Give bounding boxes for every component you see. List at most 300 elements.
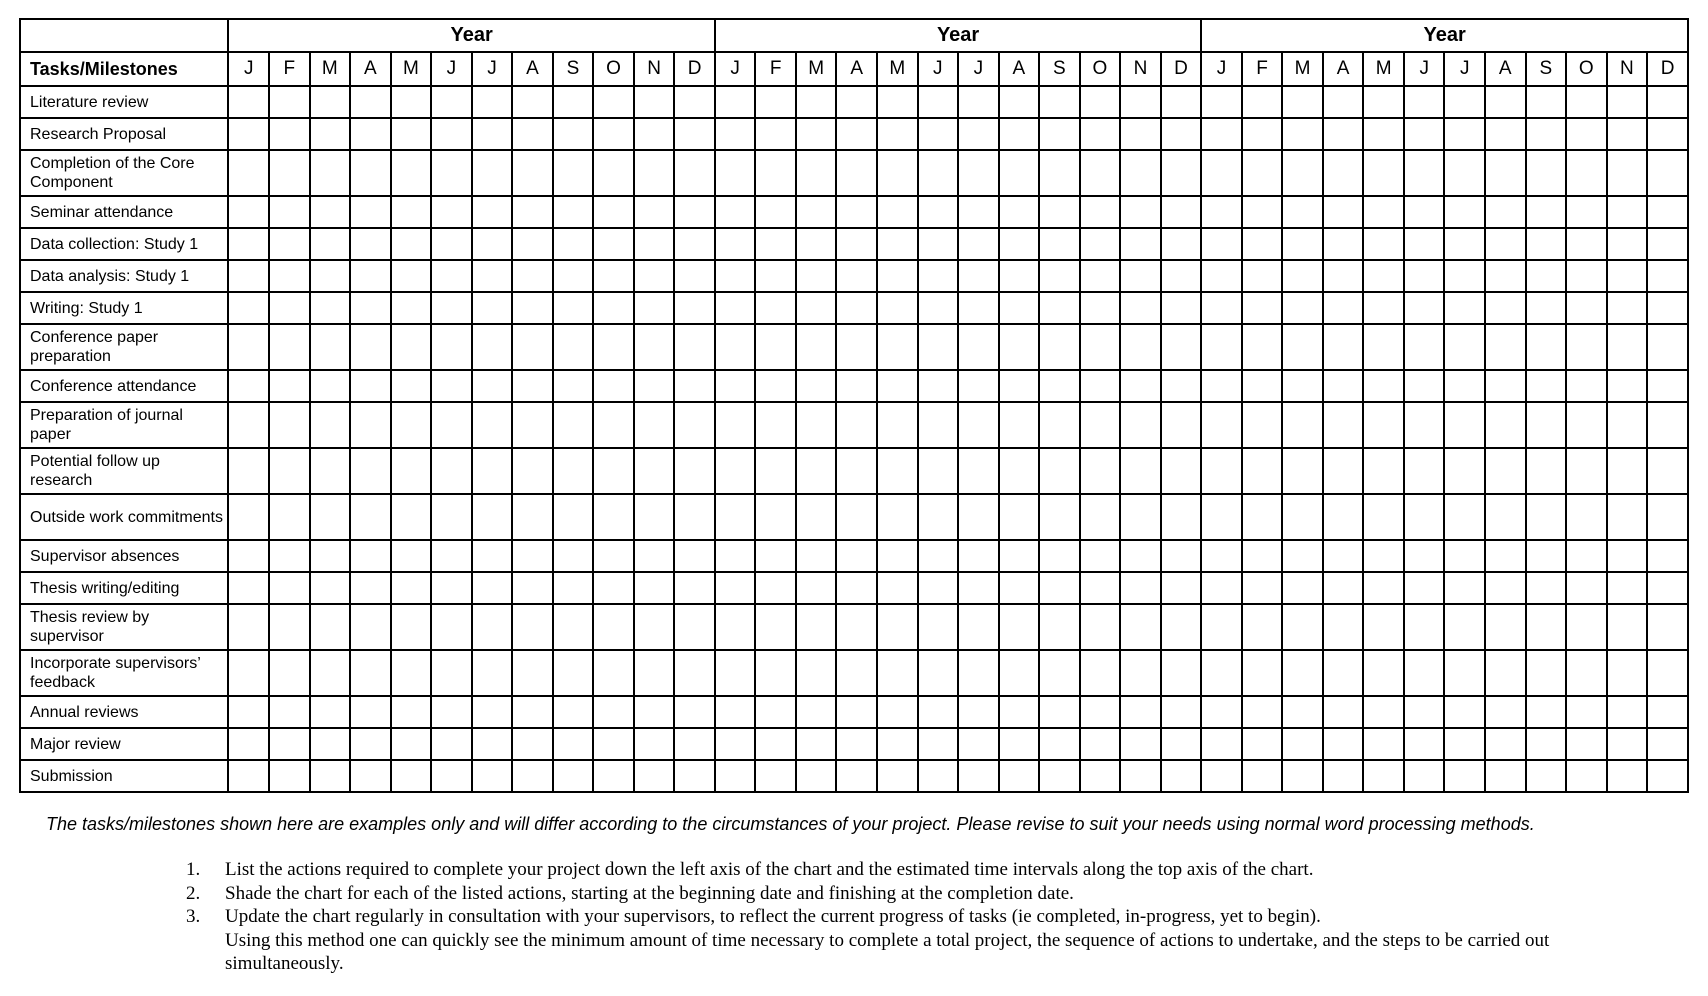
month-cell[interactable] (715, 260, 756, 292)
month-cell[interactable] (431, 118, 472, 150)
month-cell[interactable] (472, 402, 513, 448)
month-cell[interactable] (1363, 402, 1404, 448)
month-cell[interactable] (1444, 150, 1485, 196)
month-cell[interactable] (634, 118, 675, 150)
month-cell[interactable] (755, 228, 796, 260)
month-cell[interactable] (755, 572, 796, 604)
month-cell[interactable] (1161, 260, 1202, 292)
month-cell[interactable] (958, 228, 999, 260)
month-cell[interactable] (674, 540, 715, 572)
month-cell[interactable] (958, 728, 999, 760)
month-cell[interactable] (1404, 540, 1445, 572)
month-cell[interactable] (1039, 696, 1080, 728)
month-cell[interactable] (1323, 760, 1364, 792)
month-cell[interactable] (1607, 728, 1648, 760)
month-cell[interactable] (715, 118, 756, 150)
month-cell[interactable] (877, 292, 918, 324)
month-cell[interactable] (1161, 118, 1202, 150)
month-cell[interactable] (350, 650, 391, 696)
month-cell[interactable] (634, 402, 675, 448)
month-cell[interactable] (918, 118, 959, 150)
month-cell[interactable] (1566, 540, 1607, 572)
month-cell[interactable] (674, 696, 715, 728)
month-cell[interactable] (472, 150, 513, 196)
month-cell[interactable] (228, 696, 269, 728)
month-cell[interactable] (1607, 650, 1648, 696)
month-cell[interactable] (553, 402, 594, 448)
month-cell[interactable] (431, 696, 472, 728)
month-cell[interactable] (1080, 370, 1121, 402)
month-cell[interactable] (715, 150, 756, 196)
month-cell[interactable] (1647, 292, 1688, 324)
month-cell[interactable] (796, 448, 837, 494)
month-cell[interactable] (391, 150, 432, 196)
month-cell[interactable] (1607, 260, 1648, 292)
month-cell[interactable] (999, 324, 1040, 370)
month-cell[interactable] (1647, 696, 1688, 728)
month-cell[interactable] (1404, 572, 1445, 604)
month-cell[interactable] (431, 260, 472, 292)
month-cell[interactable] (228, 760, 269, 792)
month-cell[interactable] (1404, 260, 1445, 292)
month-cell[interactable] (999, 728, 1040, 760)
month-cell[interactable] (1323, 260, 1364, 292)
month-cell[interactable] (350, 448, 391, 494)
month-cell[interactable] (310, 448, 351, 494)
month-cell[interactable] (958, 86, 999, 118)
month-cell[interactable] (228, 228, 269, 260)
month-cell[interactable] (1607, 196, 1648, 228)
month-cell[interactable] (1485, 650, 1526, 696)
month-cell[interactable] (1201, 604, 1242, 650)
month-cell[interactable] (836, 150, 877, 196)
month-cell[interactable] (310, 728, 351, 760)
month-cell[interactable] (310, 402, 351, 448)
month-cell[interactable] (472, 540, 513, 572)
month-cell[interactable] (472, 572, 513, 604)
month-cell[interactable] (877, 604, 918, 650)
month-cell[interactable] (1039, 150, 1080, 196)
month-cell[interactable] (1323, 572, 1364, 604)
month-cell[interactable] (1485, 696, 1526, 728)
month-cell[interactable] (836, 728, 877, 760)
month-cell[interactable] (918, 448, 959, 494)
month-cell[interactable] (634, 696, 675, 728)
month-cell[interactable] (1161, 86, 1202, 118)
month-cell[interactable] (1282, 292, 1323, 324)
month-cell[interactable] (391, 760, 432, 792)
month-cell[interactable] (1120, 650, 1161, 696)
month-cell[interactable] (1120, 540, 1161, 572)
month-cell[interactable] (836, 650, 877, 696)
month-cell[interactable] (674, 370, 715, 402)
month-cell[interactable] (350, 228, 391, 260)
month-cell[interactable] (1161, 324, 1202, 370)
month-cell[interactable] (553, 494, 594, 540)
month-cell[interactable] (674, 650, 715, 696)
month-cell[interactable] (1647, 728, 1688, 760)
month-cell[interactable] (431, 196, 472, 228)
month-cell[interactable] (310, 260, 351, 292)
month-cell[interactable] (1647, 324, 1688, 370)
month-cell[interactable] (1039, 604, 1080, 650)
month-cell[interactable] (269, 118, 310, 150)
month-cell[interactable] (310, 150, 351, 196)
month-cell[interactable] (1566, 118, 1607, 150)
month-cell[interactable] (1323, 228, 1364, 260)
month-cell[interactable] (391, 370, 432, 402)
month-cell[interactable] (593, 604, 634, 650)
month-cell[interactable] (1201, 292, 1242, 324)
month-cell[interactable] (877, 370, 918, 402)
month-cell[interactable] (553, 260, 594, 292)
month-cell[interactable] (877, 448, 918, 494)
month-cell[interactable] (391, 324, 432, 370)
month-cell[interactable] (593, 448, 634, 494)
month-cell[interactable] (472, 118, 513, 150)
month-cell[interactable] (1363, 494, 1404, 540)
month-cell[interactable] (634, 324, 675, 370)
month-cell[interactable] (1323, 370, 1364, 402)
month-cell[interactable] (1201, 370, 1242, 402)
month-cell[interactable] (1323, 292, 1364, 324)
month-cell[interactable] (1161, 650, 1202, 696)
month-cell[interactable] (918, 150, 959, 196)
month-cell[interactable] (877, 728, 918, 760)
month-cell[interactable] (1607, 696, 1648, 728)
month-cell[interactable] (593, 292, 634, 324)
month-cell[interactable] (634, 494, 675, 540)
month-cell[interactable] (593, 540, 634, 572)
month-cell[interactable] (1323, 494, 1364, 540)
month-cell[interactable] (1242, 760, 1283, 792)
month-cell[interactable] (958, 150, 999, 196)
month-cell[interactable] (350, 292, 391, 324)
month-cell[interactable] (1282, 604, 1323, 650)
month-cell[interactable] (593, 650, 634, 696)
month-cell[interactable] (796, 228, 837, 260)
month-cell[interactable] (1485, 196, 1526, 228)
month-cell[interactable] (1080, 86, 1121, 118)
month-cell[interactable] (1242, 728, 1283, 760)
month-cell[interactable] (1566, 402, 1607, 448)
month-cell[interactable] (958, 760, 999, 792)
month-cell[interactable] (1161, 540, 1202, 572)
month-cell[interactable] (634, 292, 675, 324)
month-cell[interactable] (1485, 324, 1526, 370)
month-cell[interactable] (1080, 696, 1121, 728)
month-cell[interactable] (1161, 402, 1202, 448)
month-cell[interactable] (350, 572, 391, 604)
month-cell[interactable] (431, 448, 472, 494)
month-cell[interactable] (1607, 494, 1648, 540)
month-cell[interactable] (1201, 448, 1242, 494)
month-cell[interactable] (918, 650, 959, 696)
month-cell[interactable] (1363, 118, 1404, 150)
month-cell[interactable] (1282, 324, 1323, 370)
month-cell[interactable] (472, 760, 513, 792)
month-cell[interactable] (350, 760, 391, 792)
month-cell[interactable] (310, 370, 351, 402)
month-cell[interactable] (755, 696, 796, 728)
month-cell[interactable] (634, 260, 675, 292)
month-cell[interactable] (228, 370, 269, 402)
month-cell[interactable] (1485, 728, 1526, 760)
month-cell[interactable] (958, 402, 999, 448)
month-cell[interactable] (1242, 402, 1283, 448)
month-cell[interactable] (391, 728, 432, 760)
month-cell[interactable] (796, 572, 837, 604)
month-cell[interactable] (1080, 604, 1121, 650)
month-cell[interactable] (1526, 150, 1567, 196)
month-cell[interactable] (1080, 760, 1121, 792)
month-cell[interactable] (391, 696, 432, 728)
month-cell[interactable] (1242, 448, 1283, 494)
month-cell[interactable] (1161, 370, 1202, 402)
month-cell[interactable] (431, 494, 472, 540)
month-cell[interactable] (836, 402, 877, 448)
month-cell[interactable] (1647, 260, 1688, 292)
month-cell[interactable] (1201, 150, 1242, 196)
month-cell[interactable] (310, 494, 351, 540)
month-cell[interactable] (269, 292, 310, 324)
month-cell[interactable] (634, 228, 675, 260)
month-cell[interactable] (1039, 228, 1080, 260)
month-cell[interactable] (1161, 494, 1202, 540)
month-cell[interactable] (1039, 448, 1080, 494)
month-cell[interactable] (1323, 448, 1364, 494)
month-cell[interactable] (1242, 228, 1283, 260)
month-cell[interactable] (1282, 540, 1323, 572)
month-cell[interactable] (1282, 760, 1323, 792)
month-cell[interactable] (512, 604, 553, 650)
month-cell[interactable] (391, 572, 432, 604)
month-cell[interactable] (350, 196, 391, 228)
month-cell[interactable] (877, 324, 918, 370)
month-cell[interactable] (1566, 260, 1607, 292)
month-cell[interactable] (1404, 650, 1445, 696)
month-cell[interactable] (958, 260, 999, 292)
month-cell[interactable] (1161, 728, 1202, 760)
month-cell[interactable] (1039, 572, 1080, 604)
month-cell[interactable] (1323, 696, 1364, 728)
month-cell[interactable] (1201, 118, 1242, 150)
month-cell[interactable] (269, 696, 310, 728)
month-cell[interactable] (796, 696, 837, 728)
month-cell[interactable] (755, 402, 796, 448)
month-cell[interactable] (1039, 118, 1080, 150)
month-cell[interactable] (1444, 540, 1485, 572)
month-cell[interactable] (1444, 760, 1485, 792)
month-cell[interactable] (877, 494, 918, 540)
month-cell[interactable] (634, 448, 675, 494)
month-cell[interactable] (634, 604, 675, 650)
month-cell[interactable] (553, 572, 594, 604)
month-cell[interactable] (310, 540, 351, 572)
month-cell[interactable] (877, 118, 918, 150)
month-cell[interactable] (877, 650, 918, 696)
month-cell[interactable] (1526, 324, 1567, 370)
month-cell[interactable] (836, 260, 877, 292)
month-cell[interactable] (958, 540, 999, 572)
month-cell[interactable] (391, 292, 432, 324)
month-cell[interactable] (1647, 650, 1688, 696)
month-cell[interactable] (999, 448, 1040, 494)
month-cell[interactable] (269, 540, 310, 572)
month-cell[interactable] (1404, 196, 1445, 228)
month-cell[interactable] (1485, 292, 1526, 324)
month-cell[interactable] (1120, 324, 1161, 370)
month-cell[interactable] (1607, 448, 1648, 494)
month-cell[interactable] (1323, 324, 1364, 370)
month-cell[interactable] (1323, 540, 1364, 572)
month-cell[interactable] (228, 448, 269, 494)
month-cell[interactable] (1363, 604, 1404, 650)
month-cell[interactable] (1526, 650, 1567, 696)
month-cell[interactable] (1647, 228, 1688, 260)
month-cell[interactable] (310, 196, 351, 228)
month-cell[interactable] (796, 118, 837, 150)
month-cell[interactable] (593, 150, 634, 196)
month-cell[interactable] (836, 540, 877, 572)
month-cell[interactable] (877, 228, 918, 260)
month-cell[interactable] (796, 370, 837, 402)
month-cell[interactable] (1080, 324, 1121, 370)
month-cell[interactable] (553, 540, 594, 572)
month-cell[interactable] (1039, 402, 1080, 448)
month-cell[interactable] (1444, 118, 1485, 150)
month-cell[interactable] (1444, 402, 1485, 448)
month-cell[interactable] (472, 228, 513, 260)
month-cell[interactable] (877, 150, 918, 196)
month-cell[interactable] (999, 196, 1040, 228)
month-cell[interactable] (1120, 728, 1161, 760)
month-cell[interactable] (1363, 228, 1404, 260)
month-cell[interactable] (918, 86, 959, 118)
month-cell[interactable] (674, 324, 715, 370)
month-cell[interactable] (634, 150, 675, 196)
month-cell[interactable] (1485, 760, 1526, 792)
month-cell[interactable] (1201, 650, 1242, 696)
month-cell[interactable] (715, 292, 756, 324)
month-cell[interactable] (431, 370, 472, 402)
month-cell[interactable] (796, 402, 837, 448)
month-cell[interactable] (512, 324, 553, 370)
month-cell[interactable] (1647, 150, 1688, 196)
month-cell[interactable] (715, 86, 756, 118)
month-cell[interactable] (1120, 150, 1161, 196)
month-cell[interactable] (836, 228, 877, 260)
month-cell[interactable] (674, 292, 715, 324)
month-cell[interactable] (1282, 228, 1323, 260)
month-cell[interactable] (715, 196, 756, 228)
month-cell[interactable] (553, 292, 594, 324)
month-cell[interactable] (1080, 572, 1121, 604)
month-cell[interactable] (674, 118, 715, 150)
month-cell[interactable] (1404, 228, 1445, 260)
month-cell[interactable] (1607, 150, 1648, 196)
month-cell[interactable] (918, 728, 959, 760)
month-cell[interactable] (512, 760, 553, 792)
month-cell[interactable] (796, 324, 837, 370)
month-cell[interactable] (836, 604, 877, 650)
month-cell[interactable] (999, 540, 1040, 572)
month-cell[interactable] (1363, 196, 1404, 228)
month-cell[interactable] (228, 292, 269, 324)
month-cell[interactable] (796, 196, 837, 228)
month-cell[interactable] (918, 494, 959, 540)
month-cell[interactable] (1566, 572, 1607, 604)
month-cell[interactable] (1404, 696, 1445, 728)
month-cell[interactable] (674, 196, 715, 228)
month-cell[interactable] (674, 402, 715, 448)
month-cell[interactable] (1526, 370, 1567, 402)
month-cell[interactable] (269, 448, 310, 494)
month-cell[interactable] (1242, 196, 1283, 228)
month-cell[interactable] (836, 118, 877, 150)
month-cell[interactable] (512, 86, 553, 118)
month-cell[interactable] (593, 696, 634, 728)
month-cell[interactable] (1647, 448, 1688, 494)
month-cell[interactable] (877, 760, 918, 792)
month-cell[interactable] (269, 86, 310, 118)
month-cell[interactable] (674, 448, 715, 494)
month-cell[interactable] (269, 604, 310, 650)
month-cell[interactable] (1485, 118, 1526, 150)
month-cell[interactable] (1201, 324, 1242, 370)
month-cell[interactable] (958, 324, 999, 370)
month-cell[interactable] (877, 196, 918, 228)
month-cell[interactable] (1120, 260, 1161, 292)
month-cell[interactable] (958, 696, 999, 728)
month-cell[interactable] (796, 494, 837, 540)
month-cell[interactable] (1039, 324, 1080, 370)
month-cell[interactable] (1485, 150, 1526, 196)
month-cell[interactable] (1404, 324, 1445, 370)
month-cell[interactable] (1161, 604, 1202, 650)
month-cell[interactable] (1120, 604, 1161, 650)
month-cell[interactable] (1120, 696, 1161, 728)
month-cell[interactable] (755, 494, 796, 540)
month-cell[interactable] (1363, 760, 1404, 792)
month-cell[interactable] (674, 86, 715, 118)
month-cell[interactable] (755, 196, 796, 228)
month-cell[interactable] (796, 260, 837, 292)
month-cell[interactable] (1201, 228, 1242, 260)
month-cell[interactable] (1282, 494, 1323, 540)
month-cell[interactable] (472, 650, 513, 696)
month-cell[interactable] (634, 540, 675, 572)
month-cell[interactable] (553, 760, 594, 792)
month-cell[interactable] (1363, 696, 1404, 728)
month-cell[interactable] (1120, 494, 1161, 540)
month-cell[interactable] (1120, 370, 1161, 402)
month-cell[interactable] (999, 604, 1040, 650)
month-cell[interactable] (1404, 150, 1445, 196)
month-cell[interactable] (958, 448, 999, 494)
month-cell[interactable] (674, 494, 715, 540)
month-cell[interactable] (1161, 448, 1202, 494)
month-cell[interactable] (269, 196, 310, 228)
month-cell[interactable] (391, 196, 432, 228)
month-cell[interactable] (350, 696, 391, 728)
month-cell[interactable] (553, 228, 594, 260)
month-cell[interactable] (1363, 572, 1404, 604)
month-cell[interactable] (1444, 228, 1485, 260)
month-cell[interactable] (755, 650, 796, 696)
month-cell[interactable] (350, 494, 391, 540)
month-cell[interactable] (999, 292, 1040, 324)
